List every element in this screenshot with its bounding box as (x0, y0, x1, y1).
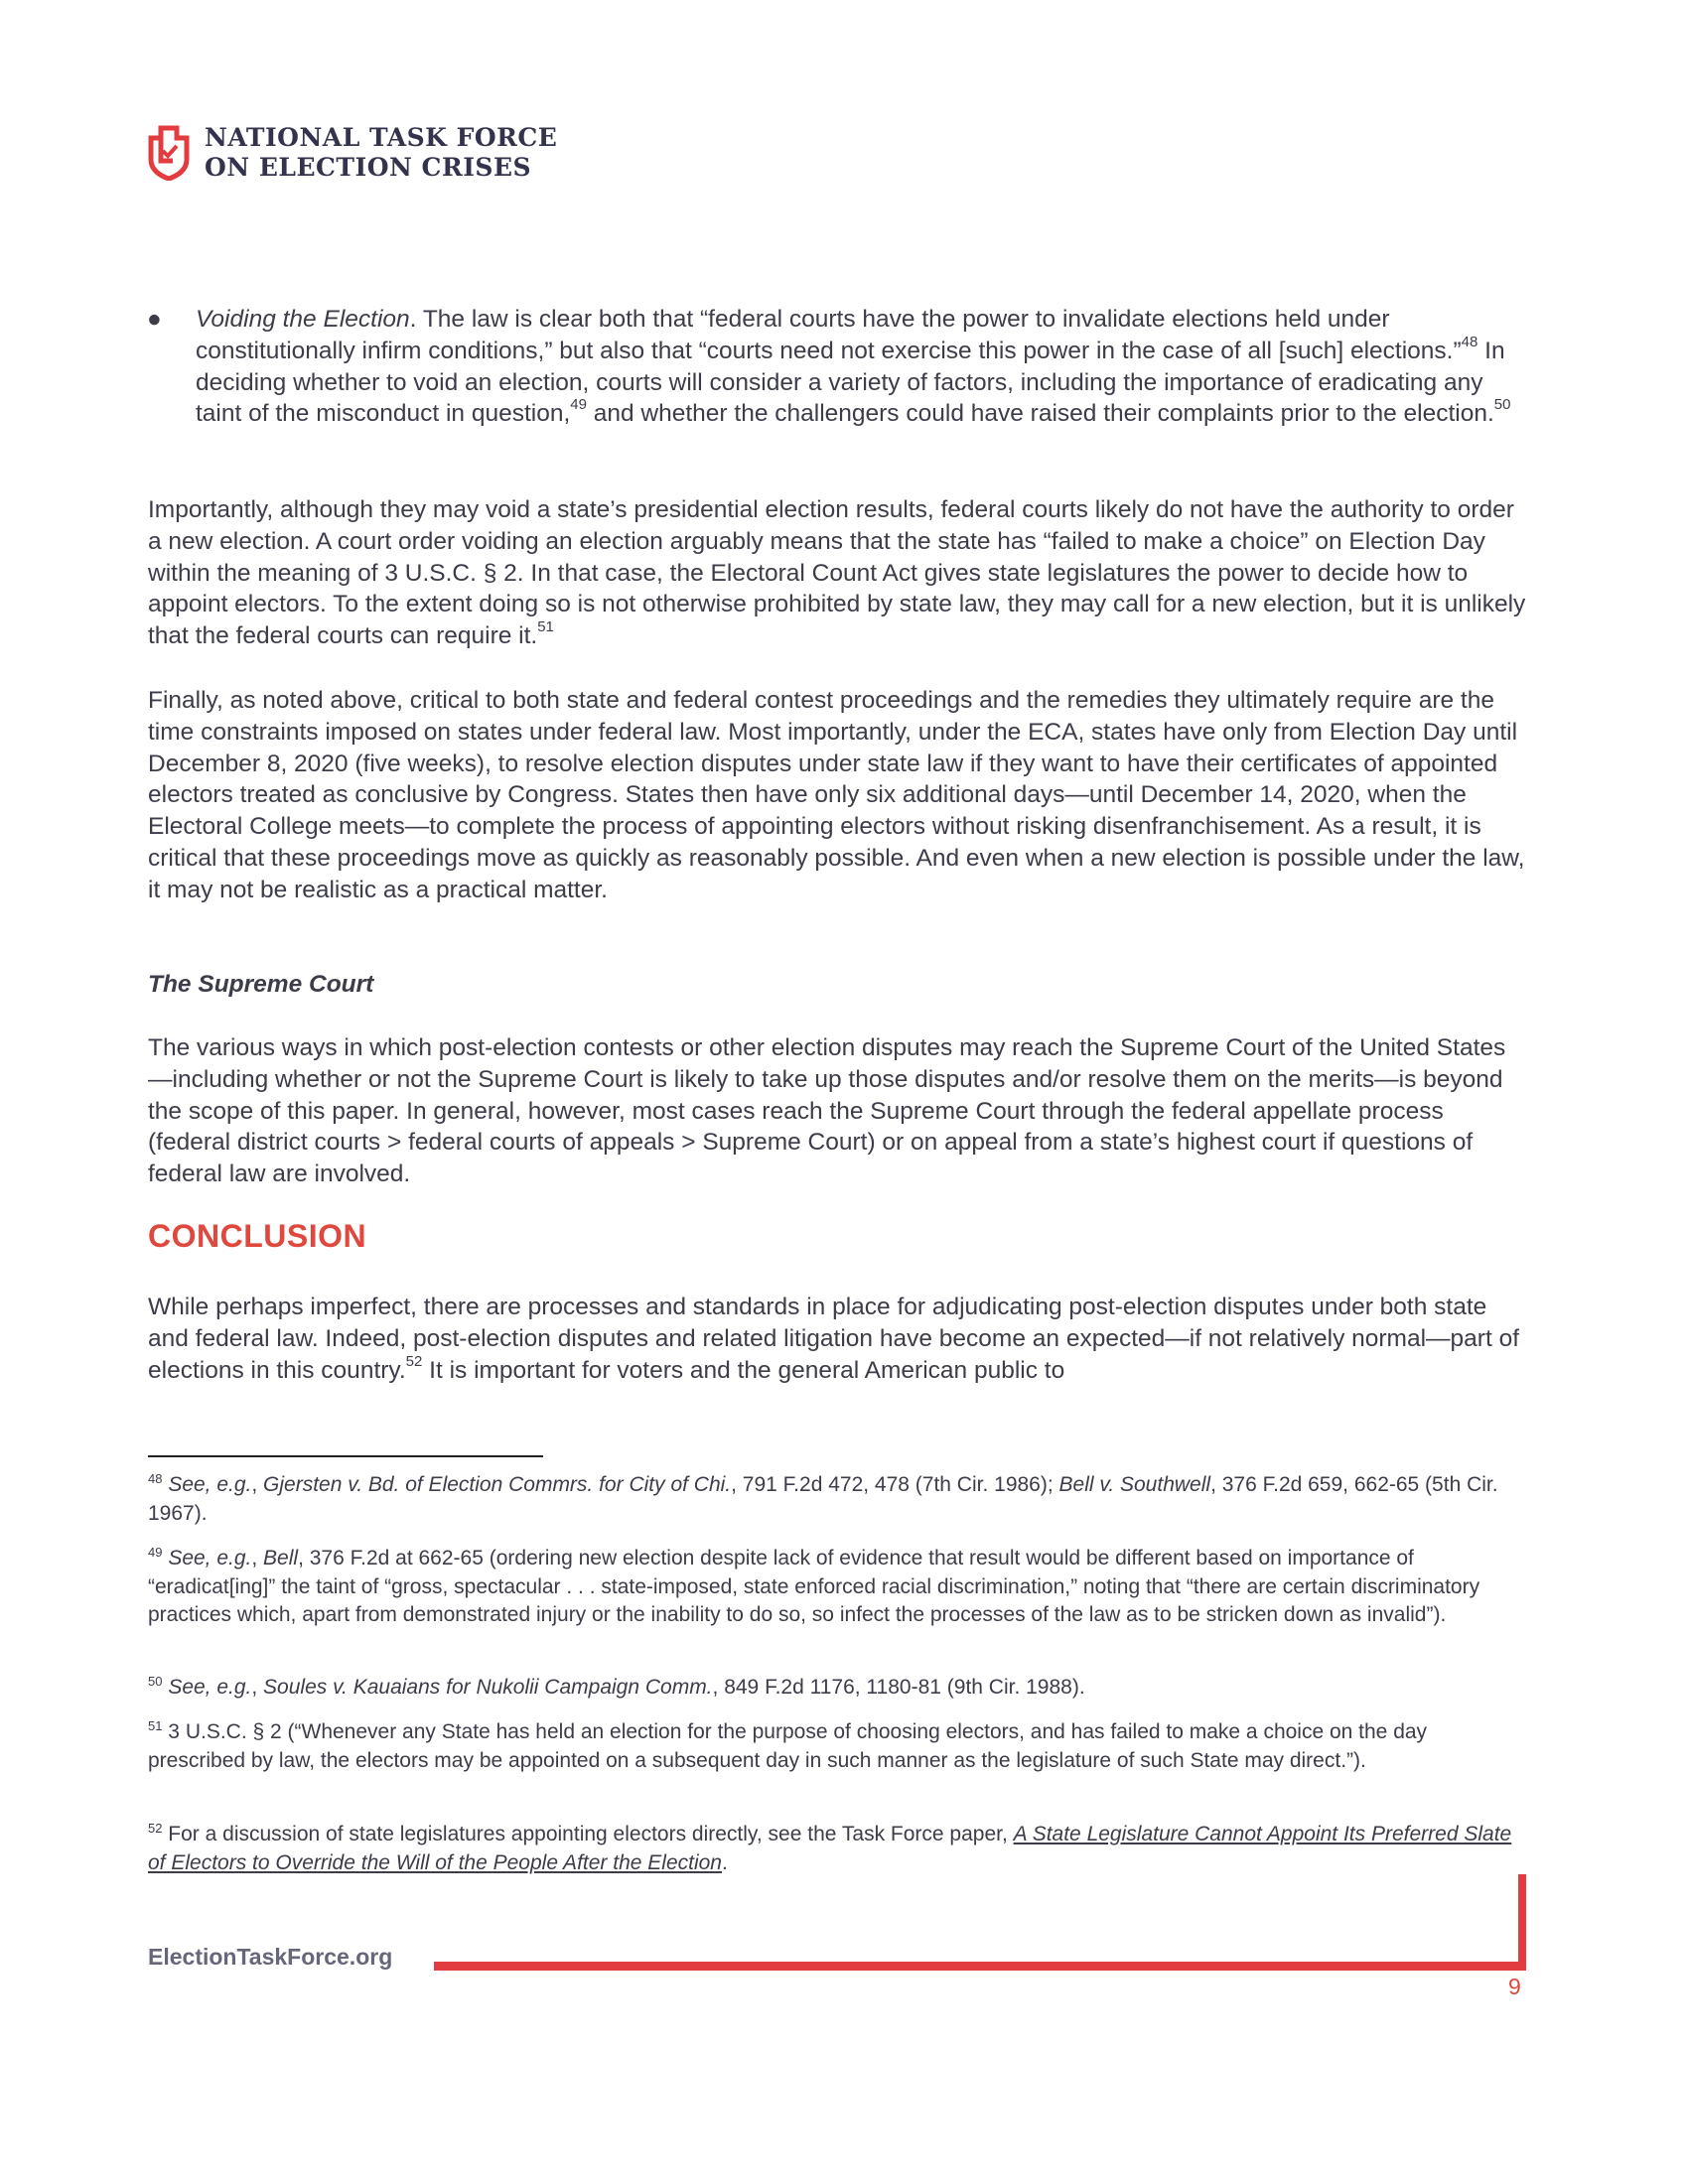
footnote-number: 52 (148, 1821, 163, 1836)
paragraph-text: Importantly, although they may void a state’s presidential election results, federal courts likely do not have the authority to order a new election. A court order voiding an election arguably means that the state has “failed to make a choice” on Election Day within the meaning of 3 U.S.C. § 2. In that case, the Electoral Count Act gives state legislatures the power to decide how to appoint electors. To the extent doing so is not otherwise prohibited by state law, they may call for a new election, but it is unlikely that the federal courts can require it. (148, 496, 1526, 650)
footnote-52 (148, 1821, 1528, 1877)
footnote-49 (148, 1545, 1528, 1630)
footnote-number: 48 (148, 1471, 163, 1486)
fn-text: , (251, 1676, 264, 1699)
footnote-ref-48[interactable]: 48 (1461, 333, 1478, 350)
footnote-number: 50 (148, 1674, 163, 1689)
fn-case: Bell v. Southwell (1058, 1473, 1211, 1496)
fn-text: , (251, 1547, 264, 1570)
paragraph-conclusion (148, 1292, 1528, 1386)
logo (147, 123, 557, 183)
fn-signal: See, e.g. (168, 1547, 252, 1570)
footnote-51 (148, 1718, 1528, 1775)
paragraph-text: It is important for voters and the general American public to (422, 1356, 1065, 1384)
fn-case: Gjersten v. Bd. of Election Commrs. for City of Chi. (263, 1473, 732, 1496)
link-text[interactable]: A State Legislature Cannot Appoint Its Preferred Slate of Electors to Override the Will of the People After the Election (148, 1823, 1512, 1874)
section-heading-conclusion: CONCLUSION (148, 1218, 367, 1254)
footnote-ref-51[interactable]: 51 (537, 618, 554, 636)
footnote-divider (148, 1455, 543, 1457)
footnote-ref-50[interactable]: 50 (1493, 396, 1511, 414)
bullet-text: and whether the challengers could have raised their complaints prior to the election. (586, 400, 1494, 428)
footer-accent-bar-vertical (1518, 1874, 1526, 1971)
paragraph-supreme-court: The various ways in which post-election contests or other election disputes may reach the Supreme Court of the United States—including whether or not the Supreme Court is likely to take up those disputes and/or resolve them on the merits—is beyond the scope of this paper. In general, however, most cases reach the Supreme Court through the federal appellate process (federal district courts > federal courts of appeals > Supreme Court) or on appeal from a state’s highest court if questions of federal law are involved. (148, 1034, 1506, 1188)
logo-line-2: ON ELECTION CRISES (205, 153, 532, 182)
paragraph-new-election (148, 494, 1528, 652)
fn-signal: See, e.g. (168, 1676, 252, 1699)
bullet-marker: ● (147, 306, 162, 333)
page-number: 9 (1508, 1974, 1521, 1999)
fn-text: . (721, 1850, 728, 1874)
logo-text (205, 123, 557, 183)
fn-text: , 376 F.2d 659, 662-65 (5th Cir. 1967). (148, 1473, 1498, 1525)
fn-case: Bell (263, 1547, 299, 1570)
fn-text: For a discussion of state legislatures appointing electors directly, see the Task Force paper, (162, 1823, 1014, 1845)
footnote-50 (148, 1674, 1528, 1703)
fn-case: Soules v. Kauaians for Nukolii Campaign Comm. (263, 1676, 713, 1699)
fn-text: , (251, 1473, 264, 1496)
paragraph-time-constraints: Finally, as noted above, critical to both state and federal contest proceedings and the remedies they ultimately require are the time constraints imposed on states under federal law. Most importantly, under the ECA, states have only from Election Day until December 8, 2020 (five weeks), to resolve election disputes under state law if they want to have their certificates of appointed electors treated as conclusive by Congress. States then have only six additional days—until December 14, 2020, when the Electoral College meets—to complete the process of appointing electors without risking disenfranchisement. As a result, it is critical that these proceedings move as quickly as reasonably possible. And even when a new election is possible under the law, it may not be realistic as a practical matter. (148, 687, 1525, 903)
footnote-48 (148, 1471, 1528, 1528)
bullet-text: In deciding whether to void an election, courts will consider a variety of factors, including the importance of eradicating any taint of the misconduct in question, (196, 337, 1505, 428)
fn-text: , 791 F.2d 472, 478 (7th Cir. 1986); (731, 1473, 1059, 1496)
paragraph-text: While perhaps imperfect, there are processes and standards in place for adjudicating post-election disputes under both state and federal law. Indeed, post-election disputes and related litigation have become an expected—if not relatively normal—part of elections in this country. (148, 1294, 1519, 1384)
logo-line-1: NATIONAL TASK FORCE (205, 123, 558, 152)
fn-text: , 849 F.2d 1176, 1180-81 (9th Cir. 1988). (712, 1676, 1085, 1699)
bullet-text: . The law is clear both that “federal courts have the power to invalidate elections held under constitutionally infirm conditions,” but also that “courts need not exercise this power in the case of all [such] elections.” (196, 306, 1462, 364)
footnote-number: 51 (148, 1718, 163, 1733)
footnote-number: 49 (148, 1545, 163, 1560)
footer-accent-bar (434, 1962, 1526, 1971)
footnote-ref-49[interactable]: 49 (570, 396, 587, 414)
bullet-voiding-election (147, 304, 1528, 430)
fn-text: 3 U.S.C. § 2 (“Whenever any State has held an election for the purpose of choosing electors, and has failed to make a choice on the day prescribed by law, the electors may be appointed on a subsequent day in such manner as the legislature of such State may direct.”). (148, 1720, 1428, 1772)
section-heading-supreme-court: The Supreme Court (148, 971, 374, 998)
fn-text: , 376 F.2d at 662-65 (ordering new election despite lack of evidence that result would be different based on importance of “eradicat[ing]” the taint of “gross, spectacular . . . state-imposed, state enforced racial discrimination,” noting that “there are certain discriminatory practices which, apart from demonstrated injury or the inability to do so, so infect the processes of the law as to be stricken down as invalid”). (148, 1547, 1480, 1626)
footer-website[interactable]: ElectionTaskForce.org (148, 1944, 393, 1970)
footnote-ref-52[interactable]: 52 (405, 1352, 423, 1370)
bullet-title: Voiding the Election (196, 306, 410, 333)
shield-check-icon (147, 125, 191, 181)
fn-signal: See, e.g. (168, 1473, 252, 1496)
